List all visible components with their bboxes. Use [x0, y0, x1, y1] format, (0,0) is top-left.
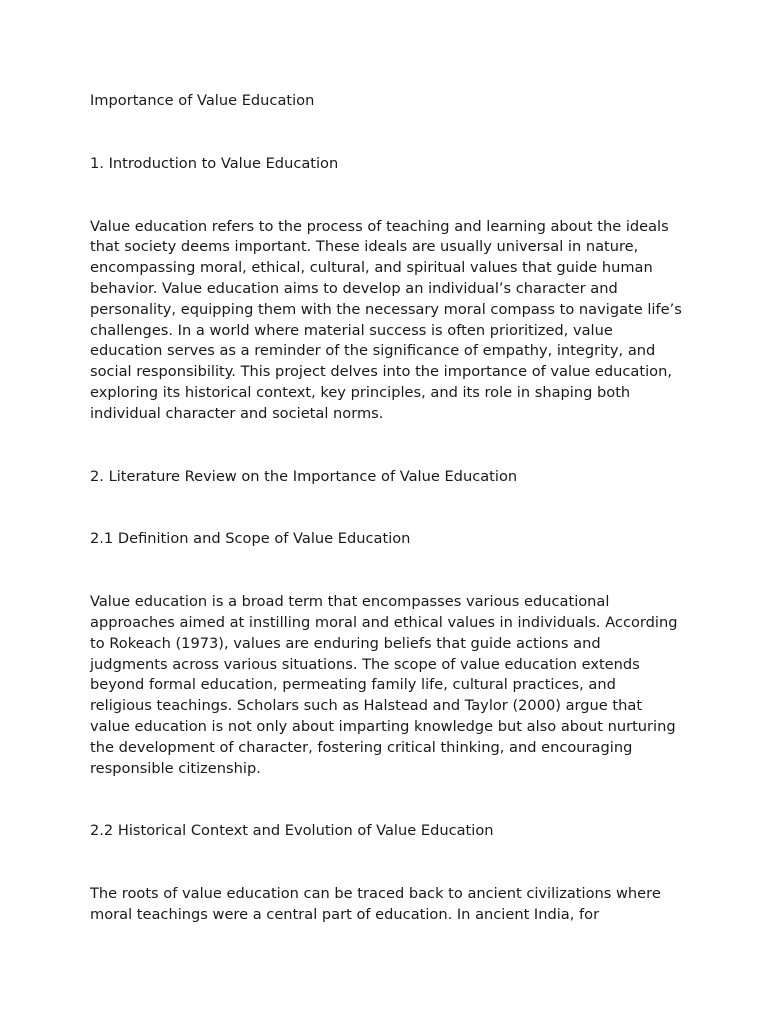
document-content: [90, 91, 682, 926]
subsection-heading-definition-scope: 2.1 Definition and Scope of Value Education: [90, 530, 411, 548]
subsection-heading-historical-context: 2.2 Historical Context and Evolution of Value Education: [90, 822, 494, 840]
section-heading-introduction: 1. Introduction to Value Education: [90, 154, 339, 172]
document-title: Importance of Value Education: [90, 92, 315, 109]
paragraph-definition-scope: Value education is a broad term that encompasses various educational approaches aimed at instilling moral and ethical values in individuals. According to Rokeach (1973), values are enduring beliefs that guide actions and judgments across various situations. The scope of value education extends beyond formal education, permeating family life, cultural practices, and religious teachings. Scholars such as Halstead and Taylor (2000) argue that value education is not only about imparting knowledge but also about nurturing the development of character, fostering critical thinking, and encouraging responsible citizenship.: [90, 593, 678, 777]
section-heading-literature-review: 2. Literature Review on the Importance of Value Education: [90, 467, 518, 485]
paragraph-introduction: Value education refers to the process of teaching and learning about the ideals that society deems important. These ideals are usually universal in nature, encompassing moral, ethical, cultural, and spiritual values that guide human behavior. Value education aims to develop an individual’s character and personality, equipping them with the necessary moral compass to navigate life’s challenges. In a world where material success is often prioritized, value education serves as a reminder of the significance of empathy, integrity, and social responsibility. This project delves into the importance of value education, exploring its historical context, key principles, and its role in shaping both individual character and societal norms.: [90, 217, 682, 422]
paragraph-historical-context: The roots of value education can be traced back to ancient civilizations where moral teachings were a central part of education. In ancient India, for: [90, 885, 661, 923]
